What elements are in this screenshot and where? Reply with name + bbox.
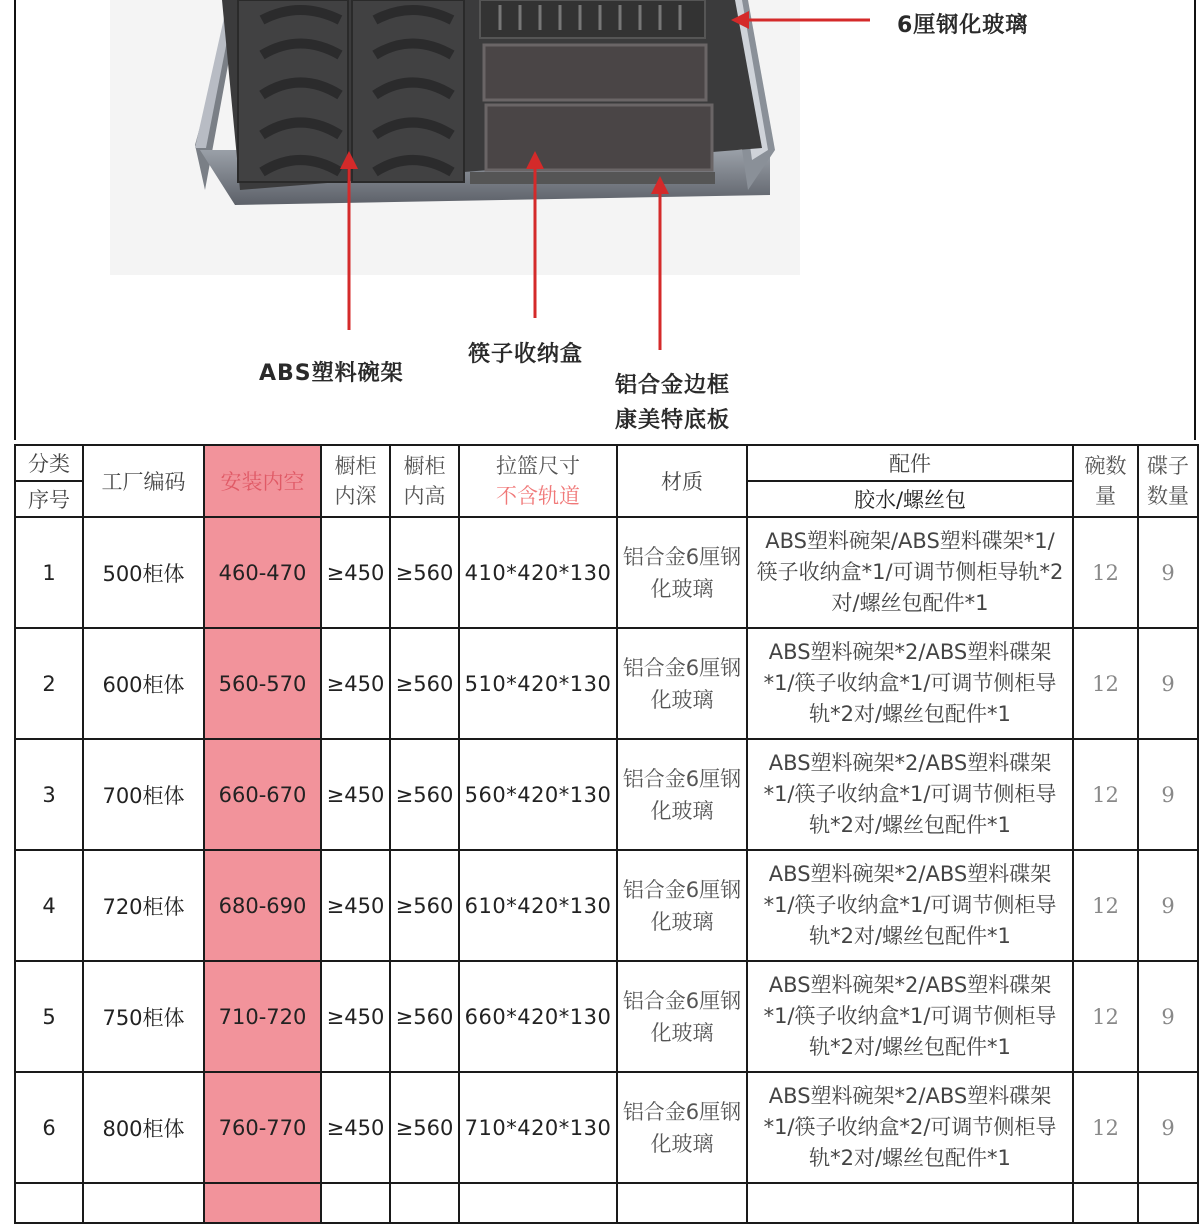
header-cabinet-depth-line1: 橱柜 — [334, 454, 377, 478]
header-material: 材质 — [617, 445, 747, 517]
cell-material-line2: 化玻璃 — [650, 576, 714, 601]
table-body — [15, 517, 1198, 1183]
cell-material-line1: 铝合金6厘钢 — [622, 655, 742, 680]
cell-material-line2: 化玻璃 — [650, 798, 714, 823]
cell-install-space: 710-720 — [204, 961, 321, 1072]
cell-material — [617, 1072, 747, 1183]
cell-material — [617, 517, 747, 628]
page-border-left — [14, 0, 16, 440]
cell-accessories-line1: ABS塑料碗架*2/ABS塑料碟架 — [768, 1084, 1052, 1108]
cell-cabinet-depth: ≥450 — [321, 1072, 390, 1183]
header-plate-count-line2: 数量 — [1147, 484, 1189, 508]
product-illustration — [0, 0, 1200, 440]
header-cabinet-height-line1: 橱柜 — [403, 454, 446, 478]
cell-accessories-line2: *1/筷子收纳盒*1/可调节侧柜导 — [763, 1004, 1057, 1028]
cell-index: 6 — [15, 1072, 83, 1183]
header-accessories: 配件 — [747, 445, 1073, 481]
cell-material-line1: 铝合金6厘钢 — [622, 877, 742, 902]
cell-index: 2 — [15, 628, 83, 739]
cell-index: 5 — [15, 961, 83, 1072]
table-row — [15, 739, 1198, 850]
cell-accessories — [747, 961, 1073, 1072]
cell-accessories — [747, 628, 1073, 739]
cell-material-line2: 化玻璃 — [650, 687, 714, 712]
header-index: 序号 — [15, 481, 83, 517]
cell-factory-code: 500柜体 — [83, 517, 204, 628]
spec-table — [14, 444, 1199, 1224]
cell-bowl-count: 12 — [1073, 739, 1138, 850]
utensil-tray-lower — [486, 105, 712, 170]
cell-accessories-line2: *1/筷子收纳盒*1/可调节侧柜导 — [763, 671, 1057, 695]
cell-factory-code: 700柜体 — [83, 739, 204, 850]
cell-cabinet-depth: ≥450 — [321, 739, 390, 850]
cell-accessories — [747, 739, 1073, 850]
header-basket-size-note: 不含轨道 — [496, 484, 580, 508]
cell-accessories-line3: 轨*2对/螺丝包配件*1 — [809, 702, 1011, 726]
cell-install-space: 560-570 — [204, 628, 321, 739]
cell-cabinet-height: ≥560 — [390, 1072, 459, 1183]
cell-cabinet-depth: ≥450 — [321, 961, 390, 1072]
cell-cabinet-depth: ≥450 — [321, 628, 390, 739]
header-row-1 — [15, 445, 1198, 481]
cell-material — [617, 961, 747, 1072]
cell-accessories — [747, 850, 1073, 961]
cell-material — [617, 628, 747, 739]
cell-index: 3 — [15, 739, 83, 850]
table-row-partial — [15, 1183, 1198, 1223]
table-row — [15, 517, 1198, 628]
table-row — [15, 961, 1198, 1072]
cell-factory-code: 800柜体 — [83, 1072, 204, 1183]
cell-basket-size: 660*420*130 — [459, 961, 617, 1072]
cell-accessories-line2: 筷子收纳盒*1/可调节侧柜导轨*2 — [756, 560, 1064, 584]
cell-accessories-line1: ABS塑料碗架*2/ABS塑料碟架 — [768, 862, 1052, 886]
callout-glass: 6厘钢化玻璃 — [897, 13, 1029, 38]
cell-material-line1: 铝合金6厘钢 — [622, 988, 742, 1013]
header-bowl-count — [1073, 445, 1138, 517]
header-cabinet-depth-line2: 内深 — [334, 484, 377, 508]
cell-basket-size: 410*420*130 — [459, 517, 617, 628]
page-border-right — [1194, 0, 1196, 440]
cell-accessories-line3: 轨*2对/螺丝包配件*1 — [809, 813, 1011, 837]
chopstick-holder — [480, 0, 705, 38]
utensil-tray-upper — [484, 45, 706, 100]
cell-index: 1 — [15, 517, 83, 628]
cell-material-line1: 铝合金6厘钢 — [622, 766, 742, 791]
cell-basket-size: 510*420*130 — [459, 628, 617, 739]
cell-material-line1: 铝合金6厘钢 — [622, 544, 742, 569]
cell-material-line2: 化玻璃 — [650, 909, 714, 934]
cell-accessories-line3: 轨*2对/螺丝包配件*1 — [809, 924, 1011, 948]
cell-basket-size: 560*420*130 — [459, 739, 617, 850]
callout-frame-line1: 铝合金边框 — [615, 373, 731, 398]
cell-accessories-line1: ABS塑料碗架*2/ABS塑料碟架 — [768, 973, 1052, 997]
cell-accessories — [747, 517, 1073, 628]
header-install-space: 安装内空 — [204, 445, 321, 517]
cell-plate-count: 9 — [1138, 739, 1198, 850]
cell-cabinet-height: ≥560 — [390, 850, 459, 961]
cell-accessories-line2: *1/筷子收纳盒*1/可调节侧柜导 — [763, 893, 1057, 917]
table-row — [15, 850, 1198, 961]
cell-cabinet-height: ≥560 — [390, 739, 459, 850]
cell-accessories-line1: ABS塑料碗架*2/ABS塑料碟架 — [768, 751, 1052, 775]
cell-basket-size: 710*420*130 — [459, 1072, 617, 1183]
cell-factory-code: 600柜体 — [83, 628, 204, 739]
cell-basket-size: 610*420*130 — [459, 850, 617, 961]
cell-material-line2: 化玻璃 — [650, 1020, 714, 1045]
header-accessories-sub: 胶水/螺丝包 — [747, 481, 1073, 517]
cell-accessories — [747, 1072, 1073, 1183]
cell-install-space: 660-670 — [204, 739, 321, 850]
table-row — [15, 628, 1198, 739]
cell-cabinet-depth: ≥450 — [321, 850, 390, 961]
cell-cabinet-height: ≥560 — [390, 517, 459, 628]
cell-factory-code: 720柜体 — [83, 850, 204, 961]
cell-bowl-count: 12 — [1073, 1072, 1138, 1183]
cell-accessories-line2: *1/筷子收纳盒*2/可调节侧柜导 — [763, 1115, 1057, 1139]
header-bowl-count-line2: 量 — [1095, 484, 1116, 508]
header-cabinet-height-line2: 内高 — [403, 484, 446, 508]
cell-accessories-line2: *1/筷子收纳盒*1/可调节侧柜导 — [763, 782, 1057, 806]
cell-accessories-line3: 轨*2对/螺丝包配件*1 — [809, 1035, 1011, 1059]
cell-bowl-count: 12 — [1073, 628, 1138, 739]
callout-frame-line2: 康美特底板 — [615, 408, 731, 433]
cell-plate-count: 9 — [1138, 850, 1198, 961]
cell-index: 4 — [15, 850, 83, 961]
cell-bowl-count: 12 — [1073, 961, 1138, 1072]
cell-material-line2: 化玻璃 — [650, 1131, 714, 1156]
cell-plate-count: 9 — [1138, 961, 1198, 1072]
table-row — [15, 1072, 1198, 1183]
cell-accessories-line1: ABS塑料碗架/ABS塑料碟架*1/ — [765, 529, 1055, 553]
header-bowl-count-line1: 碗数 — [1084, 454, 1127, 478]
callout-chopstick-box: 筷子收纳盒 — [468, 342, 584, 367]
cell-bowl-count: 12 — [1073, 850, 1138, 961]
cell-cabinet-height: ≥560 — [390, 628, 459, 739]
header-category: 分类 — [15, 445, 83, 481]
cell-accessories-line3: 对/螺丝包配件*1 — [831, 591, 989, 615]
cell-plate-count: 9 — [1138, 517, 1198, 628]
cell-plate-count: 9 — [1138, 628, 1198, 739]
header-plate-count-line1: 碟子 — [1147, 454, 1189, 478]
header-plate-count — [1138, 445, 1198, 517]
callout-abs-rack: ABS塑料碗架 — [259, 361, 404, 386]
cell-plate-count: 9 — [1138, 1072, 1198, 1183]
cell-cabinet-height: ≥560 — [390, 961, 459, 1072]
header-basket-size-label: 拉篮尺寸 — [496, 454, 580, 478]
header-cabinet-height — [390, 445, 459, 517]
header-factory-code: 工厂编码 — [83, 445, 204, 517]
header-cabinet-depth — [321, 445, 390, 517]
cell-cabinet-depth: ≥450 — [321, 517, 390, 628]
cell-material — [617, 739, 747, 850]
cell-material — [617, 850, 747, 961]
cell-bowl-count: 12 — [1073, 517, 1138, 628]
cell-install-space: 460-470 — [204, 517, 321, 628]
cell-accessories-line3: 轨*2对/螺丝包配件*1 — [809, 1146, 1011, 1170]
cell-accessories-line1: ABS塑料碗架*2/ABS塑料碟架 — [768, 640, 1052, 664]
cell-install-space: 760-770 — [204, 1072, 321, 1183]
header-basket-size — [459, 445, 617, 517]
cell-factory-code: 750柜体 — [83, 961, 204, 1072]
cell-material-line1: 铝合金6厘钢 — [622, 1099, 742, 1124]
cell-install-space: 680-690 — [204, 850, 321, 961]
